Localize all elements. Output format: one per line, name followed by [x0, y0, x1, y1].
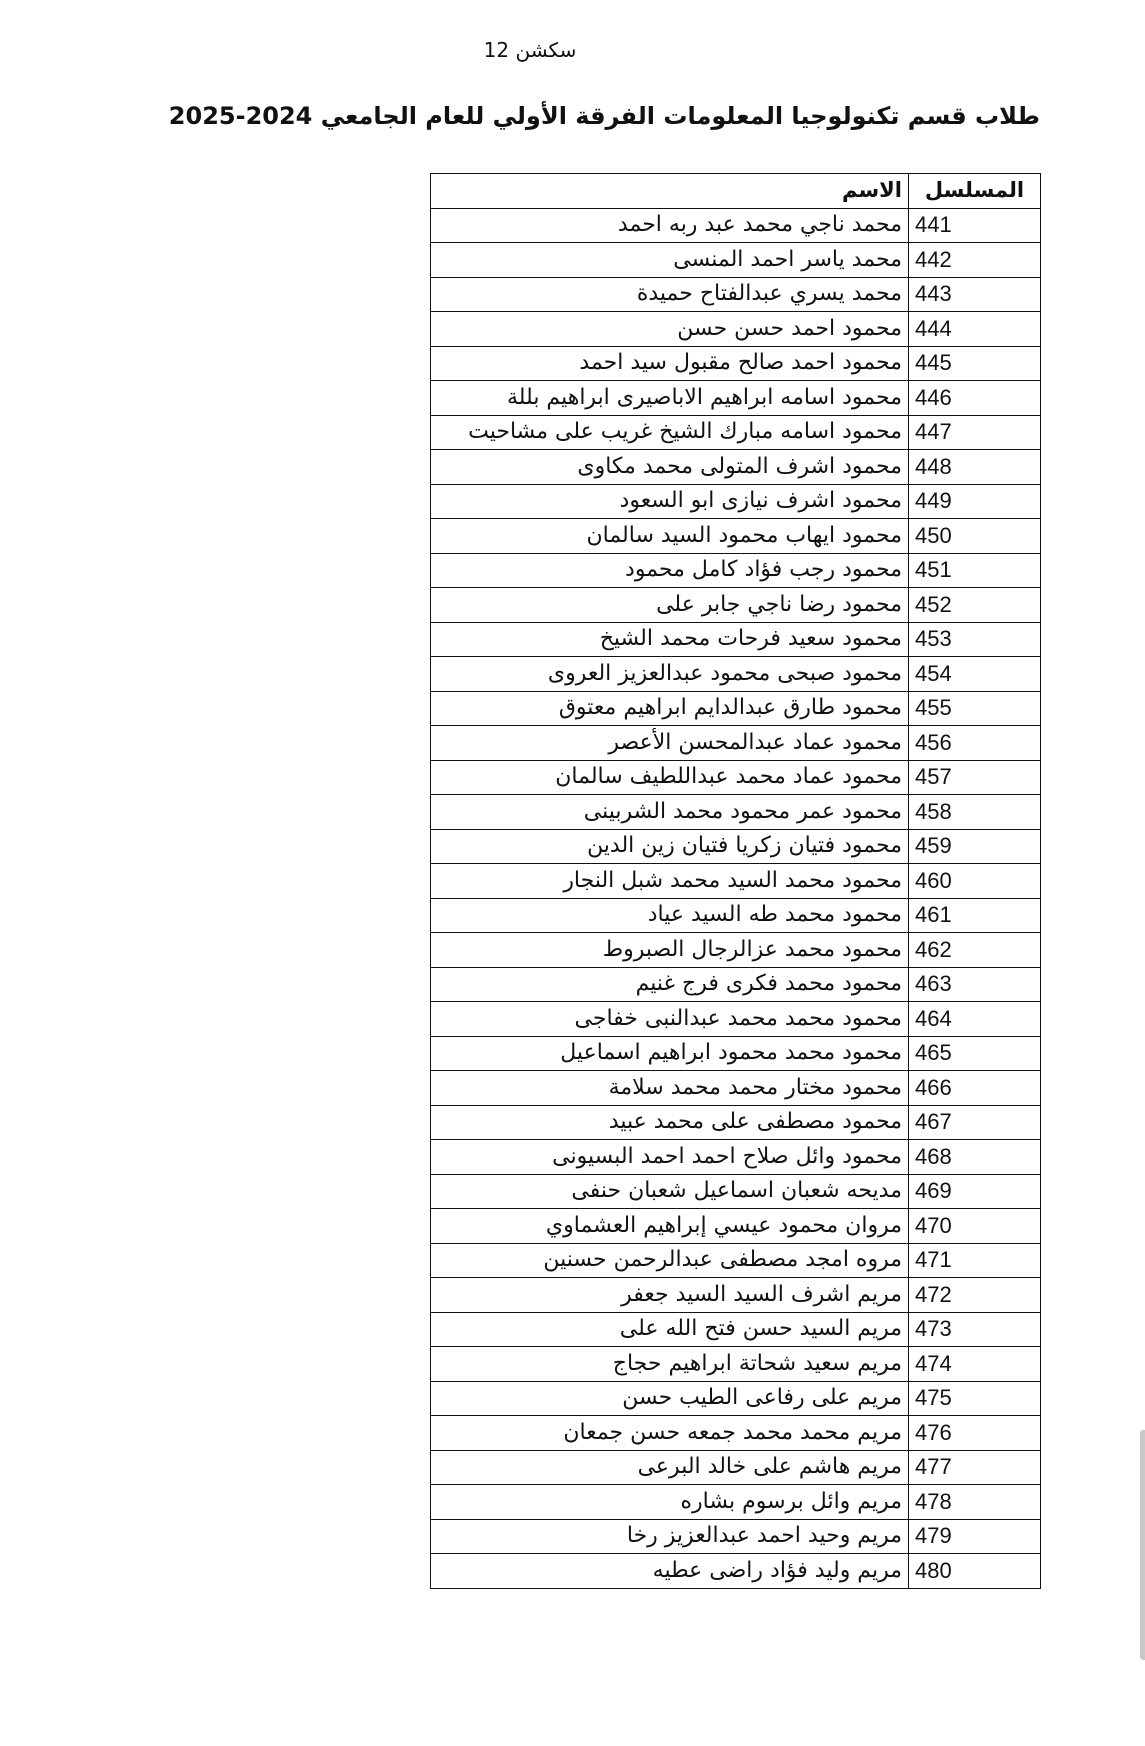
- student-name-cell: محمود محمد عزالرجال الصبروط: [431, 933, 909, 968]
- student-name-cell: محمود اسامه مبارك الشيخ غريب على مشاحيت: [431, 415, 909, 450]
- student-name-cell: محمود رضا ناجي جابر على: [431, 588, 909, 623]
- serial-cell: 479: [909, 1519, 1041, 1554]
- student-name-cell: محمود احمد حسن حسن: [431, 312, 909, 347]
- table-row: [431, 1450, 1041, 1485]
- student-name-cell: محمود محمد فكرى فرج غنيم: [431, 967, 909, 1002]
- serial-cell: 441: [909, 208, 1041, 243]
- serial-cell: 458: [909, 795, 1041, 830]
- serial-cell: 460: [909, 864, 1041, 899]
- student-name-cell: مريم سعيد شحاتة ابراهيم حجاج: [431, 1347, 909, 1382]
- table-row: [431, 1243, 1041, 1278]
- table-row: [431, 933, 1041, 968]
- serial-cell: 456: [909, 726, 1041, 761]
- table-row: [431, 553, 1041, 588]
- student-name-cell: محمود عماد محمد عبداللطيف سالمان: [431, 760, 909, 795]
- table-row: [431, 1071, 1041, 1106]
- table-row: [431, 829, 1041, 864]
- student-name-cell: محمود احمد صالح مقبول سيد احمد: [431, 346, 909, 381]
- student-name-cell: محمود اشرف المتولى محمد مكاوى: [431, 450, 909, 485]
- table-row: [431, 898, 1041, 933]
- table-row: [431, 967, 1041, 1002]
- student-name-cell: محمود اشرف نيازى ابو السعود: [431, 484, 909, 519]
- table-row: [431, 691, 1041, 726]
- student-name-cell: مريم وائل برسوم بشاره: [431, 1485, 909, 1520]
- serial-cell: 457: [909, 760, 1041, 795]
- table-body: [431, 208, 1041, 1588]
- student-name-cell: محمود صبحى محمود عبدالعزيز العروى: [431, 657, 909, 692]
- student-name-cell: محمود محمد محمود ابراهيم اسماعيل: [431, 1036, 909, 1071]
- student-name-cell: محمود مصطفى على محمد عبيد: [431, 1105, 909, 1140]
- table-row: [431, 450, 1041, 485]
- table-row: [431, 1416, 1041, 1451]
- table-row: [431, 588, 1041, 623]
- serial-cell: 461: [909, 898, 1041, 933]
- table-row: [431, 1209, 1041, 1244]
- serial-cell: 447: [909, 415, 1041, 450]
- serial-cell: 477: [909, 1450, 1041, 1485]
- student-name-cell: مريم وليد فؤاد راضى عطيه: [431, 1554, 909, 1589]
- student-name-cell: محمد ناجي محمد عبد ربه احمد: [431, 208, 909, 243]
- student-name-cell: محمود سعيد فرحات محمد الشيخ: [431, 622, 909, 657]
- serial-cell: 459: [909, 829, 1041, 864]
- serial-cell: 444: [909, 312, 1041, 347]
- serial-cell: 464: [909, 1002, 1041, 1037]
- student-name-cell: محمود فتيان زكريا فتيان زين الدين: [431, 829, 909, 864]
- table-row: [431, 1278, 1041, 1313]
- table-row: [431, 1174, 1041, 1209]
- student-name-cell: محمود مختار محمد محمد سلامة: [431, 1071, 909, 1106]
- serial-cell: 469: [909, 1174, 1041, 1209]
- serial-cell: 468: [909, 1140, 1041, 1175]
- student-name-cell: محمد ياسر احمد المنسى: [431, 243, 909, 278]
- serial-cell: 471: [909, 1243, 1041, 1278]
- table-row: [431, 519, 1041, 554]
- table-row: [431, 726, 1041, 761]
- serial-cell: 474: [909, 1347, 1041, 1382]
- serial-column-header: المسلسل: [909, 174, 1041, 209]
- student-name-cell: مريم على رفاعى الطيب حسن: [431, 1381, 909, 1416]
- table-row: [431, 484, 1041, 519]
- student-name-cell: محمود محمد السيد محمد شبل النجار: [431, 864, 909, 899]
- name-column-header: الاسم: [431, 174, 909, 209]
- table-row: [431, 1485, 1041, 1520]
- student-name-cell: محمود عماد عبدالمحسن الأعصر: [431, 726, 909, 761]
- scrollbar[interactable]: [1140, 1430, 1145, 1660]
- serial-cell: 470: [909, 1209, 1041, 1244]
- serial-cell: 446: [909, 381, 1041, 416]
- serial-cell: 442: [909, 243, 1041, 278]
- table-row: [431, 1347, 1041, 1382]
- section-label: سكشن 12: [483, 38, 577, 62]
- table-row: [431, 1105, 1041, 1140]
- table-row: [431, 243, 1041, 278]
- table-row: [431, 1140, 1041, 1175]
- serial-cell: 455: [909, 691, 1041, 726]
- serial-cell: 465: [909, 1036, 1041, 1071]
- student-name-cell: مروه امجد مصطفى عبدالرحمن حسنين: [431, 1243, 909, 1278]
- serial-cell: 450: [909, 519, 1041, 554]
- student-name-cell: محمود طارق عبدالدايم ابراهيم معتوق: [431, 691, 909, 726]
- table-row: [431, 346, 1041, 381]
- student-name-cell: محمود وائل صلاح احمد احمد البسيونى: [431, 1140, 909, 1175]
- table-row: [431, 622, 1041, 657]
- student-name-cell: مديحه شعبان اسماعيل شعبان حنفى: [431, 1174, 909, 1209]
- student-name-cell: مريم هاشم على خالد البرعى: [431, 1450, 909, 1485]
- student-name-cell: مريم اشرف السيد السيد جعفر: [431, 1278, 909, 1313]
- table-row: [431, 1036, 1041, 1071]
- table-row: [431, 657, 1041, 692]
- table-row: [431, 1519, 1041, 1554]
- serial-cell: 449: [909, 484, 1041, 519]
- student-name-cell: مروان محمود عيسي إبراهيم العشماوي: [431, 1209, 909, 1244]
- student-name-cell: محمود ايهاب محمود السيد سالمان: [431, 519, 909, 554]
- serial-cell: 448: [909, 450, 1041, 485]
- serial-cell: 472: [909, 1278, 1041, 1313]
- student-name-cell: محمود محمد محمد عبدالنبى خفاجى: [431, 1002, 909, 1037]
- table-row: [431, 312, 1041, 347]
- student-table: [430, 173, 1041, 1589]
- table-row: [431, 1554, 1041, 1589]
- student-name-cell: محمود اسامه ابراهيم الاباصيرى ابراهيم بللة: [431, 381, 909, 416]
- student-name-cell: مريم السيد حسن فتح الله على: [431, 1312, 909, 1347]
- serial-cell: 453: [909, 622, 1041, 657]
- table-row: [431, 1002, 1041, 1037]
- serial-cell: 466: [909, 1071, 1041, 1106]
- serial-cell: 452: [909, 588, 1041, 623]
- student-name-cell: محمود محمد طه السيد عياد: [431, 898, 909, 933]
- table-row: [431, 277, 1041, 312]
- table-row: [431, 208, 1041, 243]
- page-title: طلاب قسم تكنولوجيا المعلومات الفرقة الأولي للعام الجامعي 2024-2025: [168, 102, 1040, 130]
- serial-cell: 467: [909, 1105, 1041, 1140]
- student-name-cell: مريم محمد محمد جمعه حسن جمعان: [431, 1416, 909, 1451]
- serial-cell: 443: [909, 277, 1041, 312]
- serial-cell: 475: [909, 1381, 1041, 1416]
- table-row: [431, 1381, 1041, 1416]
- table-row: [431, 1312, 1041, 1347]
- serial-cell: 473: [909, 1312, 1041, 1347]
- table-row: [431, 381, 1041, 416]
- serial-cell: 480: [909, 1554, 1041, 1589]
- serial-cell: 445: [909, 346, 1041, 381]
- student-name-cell: مريم وحيد احمد عبدالعزيز رخا: [431, 1519, 909, 1554]
- table-header-row: [431, 174, 1041, 209]
- serial-cell: 476: [909, 1416, 1041, 1451]
- table-row: [431, 415, 1041, 450]
- serial-cell: 462: [909, 933, 1041, 968]
- student-name-cell: محمود عمر محمود محمد الشربينى: [431, 795, 909, 830]
- student-name-cell: محمود رجب فؤاد كامل محمود: [431, 553, 909, 588]
- table-row: [431, 864, 1041, 899]
- serial-cell: 451: [909, 553, 1041, 588]
- serial-cell: 478: [909, 1485, 1041, 1520]
- student-name-cell: محمد يسري عبدالفتاح حميدة: [431, 277, 909, 312]
- serial-cell: 454: [909, 657, 1041, 692]
- table-row: [431, 795, 1041, 830]
- serial-cell: 463: [909, 967, 1041, 1002]
- table-row: [431, 760, 1041, 795]
